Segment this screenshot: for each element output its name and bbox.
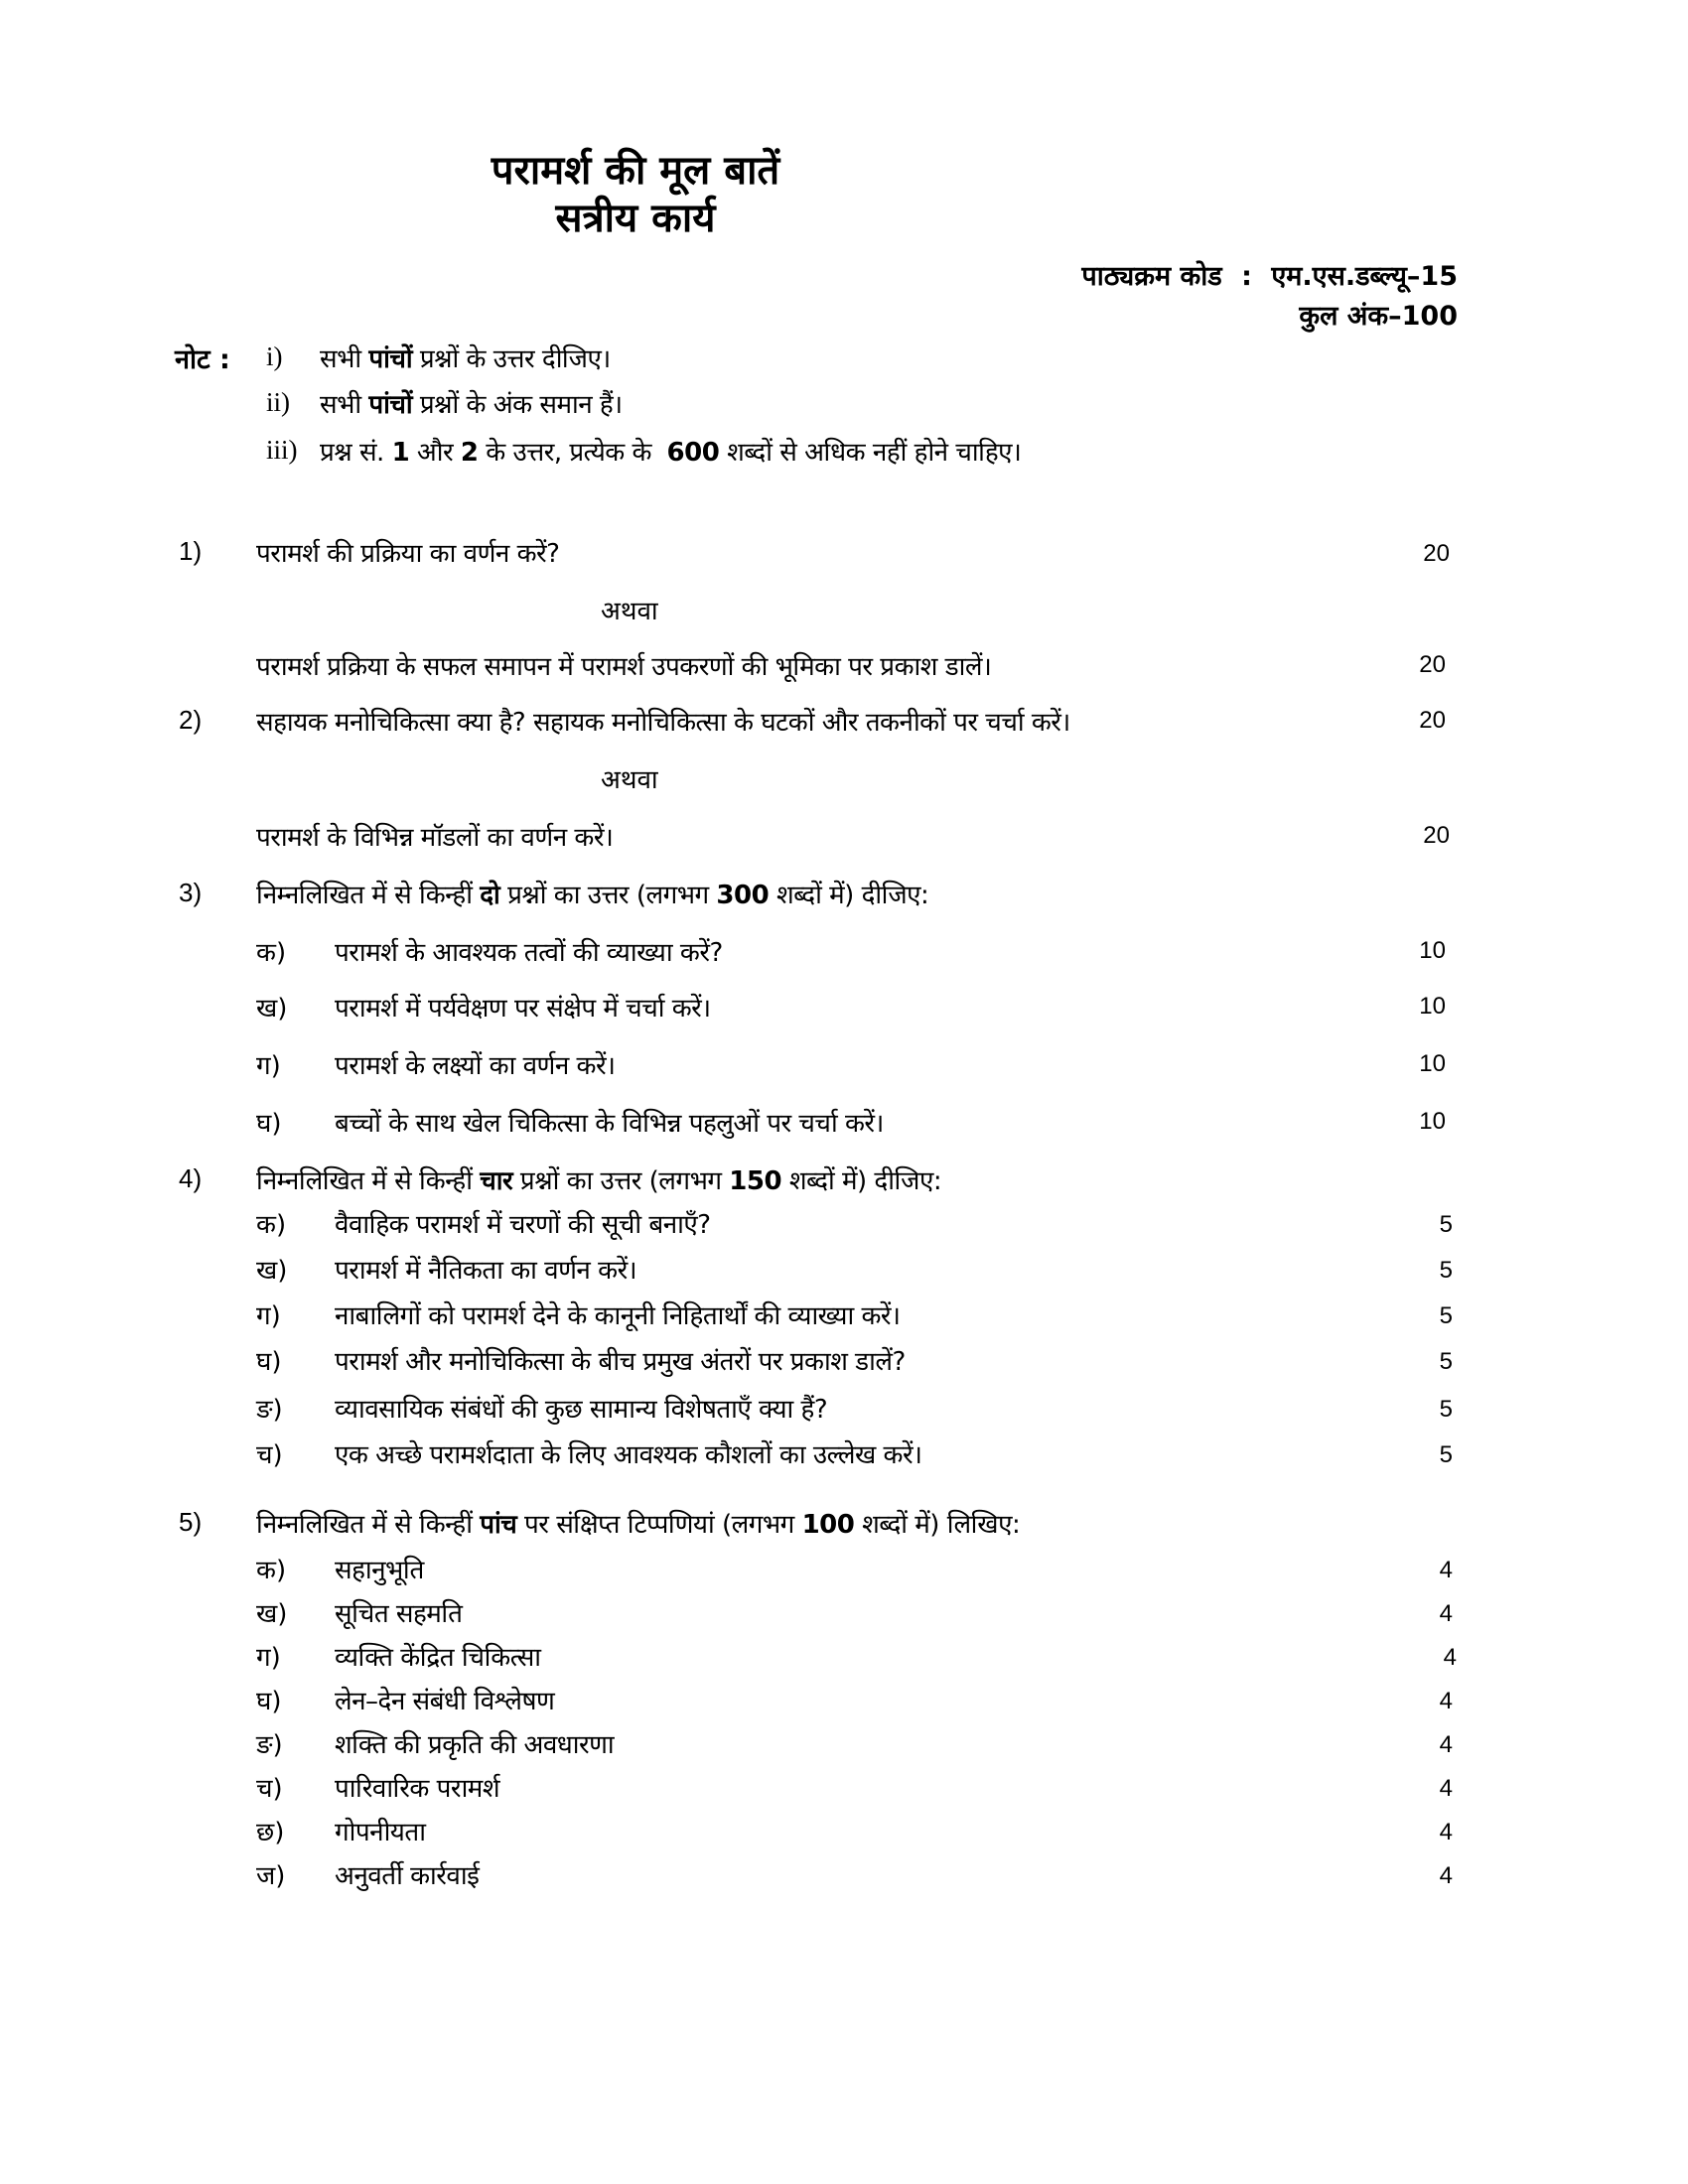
question-number: 3)	[179, 878, 203, 907]
sub-question-label: घ)	[256, 1687, 282, 1716]
note-item: सभी पांचों प्रश्नों के अंक समान हैं।	[320, 390, 623, 420]
question-number: 4)	[179, 1163, 203, 1193]
question-alt-text: परामर्श के विभिन्न मॉडलों का वर्णन करें।	[256, 823, 614, 853]
sub-question-text: लेन–देन संबंधी विश्लेषण	[335, 1687, 555, 1716]
course-code-label: पाठ्यक्रम कोड	[1081, 261, 1222, 292]
sub-question-label: क)	[256, 1556, 287, 1585]
sub-question-label: ख)	[256, 1599, 288, 1629]
sub-question-marks: 4	[1439, 1775, 1453, 1802]
question-number: 2)	[179, 705, 203, 735]
question-marks: 20	[1423, 540, 1450, 567]
question-marks: 20	[1419, 651, 1446, 678]
sub-question-label: घ)	[256, 1347, 282, 1377]
sub-question-marks: 4	[1439, 1600, 1453, 1627]
sub-question-marks: 4	[1439, 1731, 1453, 1758]
course-code-separator: :	[1241, 261, 1252, 292]
question-text: सहायक मनोचिकित्सा क्या है? सहायक मनोचिकित्सा के घटकों और तकनीकों पर चर्चा करें।	[256, 708, 1070, 738]
sub-question-label: ग)	[256, 1051, 281, 1081]
question-intro: निम्नलिखित में से किन्हीं पांच पर संक्षिप्त टिप्पणियां (लगभग 100 शब्दों में) लिखिए:	[256, 1510, 1021, 1540]
question-text: परामर्श की प्रक्रिया का वर्णन करें?	[256, 539, 560, 569]
or-divider: अथवा	[601, 597, 658, 626]
course-code	[1081, 256, 1458, 293]
sub-question-marks: 4	[1439, 1557, 1453, 1583]
sub-question-text: परामर्श के आवश्यक तत्वों की व्याख्या करें?	[335, 938, 723, 968]
sub-question-text: परामर्श के लक्ष्यों का वर्णन करें।	[335, 1051, 616, 1081]
question-marks: 20	[1423, 822, 1450, 849]
question-alt-text: परामर्श प्रक्रिया के सफल समापन में परामर्श उपकरणों की भूमिका पर प्रकाश डालें।	[256, 652, 992, 682]
sub-question-marks: 5	[1439, 1348, 1453, 1375]
sub-question-label: ङ)	[256, 1395, 283, 1425]
question-intro: निम्नलिखित में से किन्हीं चार प्रश्नों का उत्तर (लगभग 150 शब्दों में) दीजिए:	[256, 1166, 942, 1196]
sub-question-label: च)	[256, 1774, 283, 1804]
sub-question-marks: 10	[1419, 993, 1446, 1020]
sub-question-label: घ)	[256, 1109, 282, 1139]
note-num: iii)	[266, 435, 298, 465]
sub-question-text: परामर्श में पर्यवेक्षण पर संक्षेप में चर्चा करें।	[335, 994, 711, 1024]
sub-question-label: ग)	[256, 1643, 281, 1673]
sub-question-text: गोपनीयता	[335, 1818, 426, 1847]
sub-question-text: नाबालिगों को परामर्श देने के कानूनी निहितार्थों की व्याख्या करें।	[335, 1301, 901, 1331]
sub-question-label: ख)	[256, 1256, 288, 1286]
question-marks: 20	[1419, 707, 1446, 734]
total-marks: कुल अंक–100	[1299, 301, 1458, 332]
sub-question-label: ख)	[256, 994, 288, 1024]
sub-question-text: व्यावसायिक संबंधों की कुछ सामान्य विशेषताएँ क्या हैं?	[335, 1395, 828, 1425]
sub-question-text: एक अच्छे परामर्शदाता के लिए आवश्यक कौशलों का उल्लेख करें।	[335, 1440, 922, 1470]
sub-question-label: क)	[256, 938, 287, 968]
sub-question-text: अनुवर्ती कार्रवाई	[335, 1861, 480, 1891]
note-item: सभी पांचों प्रश्नों के उत्तर दीजिए।	[320, 344, 611, 374]
sub-question-marks: 5	[1439, 1211, 1453, 1238]
sub-question-marks: 4	[1439, 1819, 1453, 1845]
note-num: i)	[266, 341, 283, 371]
document-title: परामर्श की मूल बातें	[491, 148, 780, 194]
sub-question-marks: 5	[1439, 1441, 1453, 1468]
sub-question-label: ग)	[256, 1301, 281, 1331]
sub-question-text: व्यक्ति केंद्रित चिकित्सा	[335, 1643, 541, 1673]
sub-question-marks: 5	[1439, 1396, 1453, 1423]
sub-question-label: क)	[256, 1210, 287, 1240]
sub-question-label: च)	[256, 1440, 283, 1470]
sub-question-text: शक्ति की प्रकृति की अवधारणा	[335, 1730, 615, 1760]
sub-question-label: छ)	[256, 1818, 285, 1847]
sub-question-text: सहानुभूति	[335, 1556, 424, 1585]
course-code-value: एम.एस.डब्ल्यू–15	[1271, 261, 1458, 292]
sub-question-marks: 4	[1443, 1644, 1457, 1671]
sub-question-text: पारिवारिक परामर्श	[335, 1774, 500, 1804]
sub-question-marks: 10	[1419, 1050, 1446, 1077]
document-subtitle: सत्रीय कार्य	[555, 196, 716, 241]
note-label: नोट :	[175, 344, 230, 375]
or-divider: अथवा	[601, 765, 658, 795]
sub-question-text: बच्चों के साथ खेल चिकित्सा के विभिन्न पहलुओं पर चर्चा करें।	[335, 1109, 884, 1139]
sub-question-marks: 10	[1419, 937, 1446, 964]
sub-question-marks: 5	[1439, 1257, 1453, 1284]
question-number: 1)	[179, 536, 203, 566]
question-intro: निम्नलिखित में से किन्हीं दो प्रश्नों का उत्तर (लगभग 300 शब्दों में) दीजिए:	[256, 881, 929, 910]
sub-question-marks: 4	[1439, 1862, 1453, 1889]
sub-question-text: सूचित सहमति	[335, 1599, 463, 1629]
sub-question-text: वैवाहिक परामर्श में चरणों की सूची बनाएँ?	[335, 1210, 711, 1240]
note-num: ii)	[266, 387, 290, 417]
sub-question-label: ङ)	[256, 1730, 283, 1760]
sub-question-text: परामर्श में नैतिकता का वर्णन करें।	[335, 1256, 637, 1286]
sub-question-marks: 5	[1439, 1302, 1453, 1329]
note-item: प्रश्न सं. 1 और 2 के उत्तर, प्रत्येक के 600 शब्दों से अधिक नहीं होने चाहिए।	[320, 438, 1022, 468]
sub-question-text: परामर्श और मनोचिकित्सा के बीच प्रमुख अंतरों पर प्रकाश डालें?	[335, 1347, 906, 1377]
sub-question-label: ज)	[256, 1861, 286, 1891]
sub-question-marks: 4	[1439, 1688, 1453, 1714]
question-number: 5)	[179, 1507, 203, 1537]
sub-question-marks: 10	[1419, 1108, 1446, 1135]
